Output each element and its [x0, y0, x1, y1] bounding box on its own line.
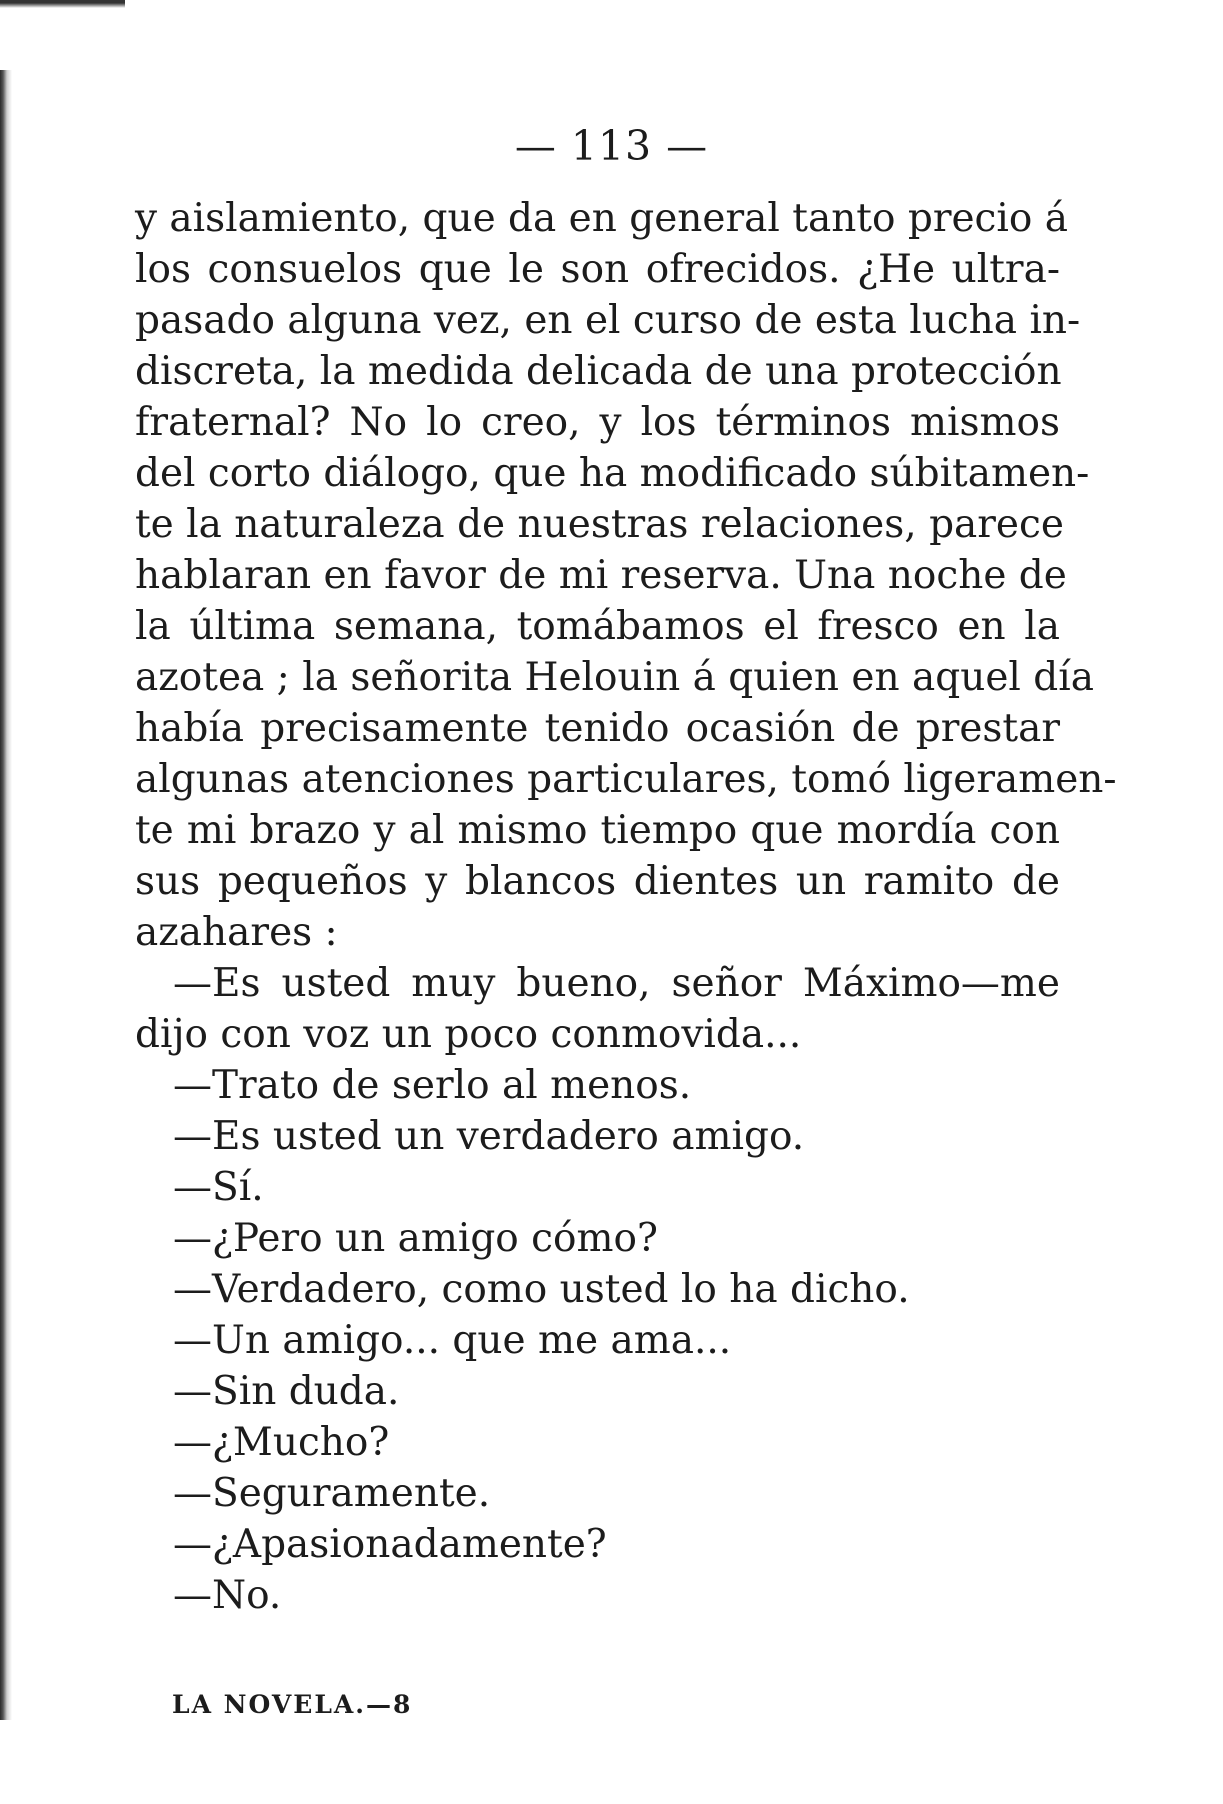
text-line: había precisamente tenido ocasión de prestar: [135, 706, 1060, 751]
page-number: — 113 —: [514, 122, 709, 170]
body-text: [135, 193, 1117, 1621]
dialogue-line: —Es usted un verdadero amigo.: [173, 1114, 805, 1159]
text-line: discreta, la medida delicada de una protección: [135, 349, 1062, 394]
dialogue-line: dijo con voz un poco conmovida...: [135, 1012, 802, 1057]
page-binding-shadow: [0, 70, 12, 1720]
dialogue-line: —No.: [173, 1573, 282, 1618]
dialogue-line: —Es usted muy bueno, señor Máximo—me: [173, 961, 1060, 1006]
text-line: te la naturaleza de nuestras relaciones, parece: [135, 502, 1064, 547]
text-line: sus pequeños y blancos dientes un ramito de: [135, 859, 1060, 904]
dialogue-line: —Trato de serlo al menos.: [173, 1063, 692, 1108]
text-line: te mi brazo y al mismo tiempo que mordía con: [135, 808, 1060, 853]
dialogue-line: —¿Mucho?: [173, 1420, 390, 1465]
text-line: azahares :: [135, 910, 338, 955]
dialogue-line: —Sin duda.: [173, 1369, 400, 1414]
signature-mark: LA NOVELA.—8: [172, 1690, 413, 1719]
text-line: los consuelos que le son ofrecidos. ¿He ultra-: [135, 247, 1060, 292]
text-line: del corto diálogo, que ha modificado súbitamen-: [135, 451, 1090, 496]
dialogue-line: —Seguramente.: [173, 1471, 491, 1516]
dialogue-line: —¿Pero un amigo cómo?: [173, 1216, 658, 1261]
text-line: y aislamiento, que da en general tanto precio á: [135, 196, 1068, 241]
text-line: la última semana, tomábamos el fresco en la: [135, 604, 1060, 649]
dialogue-line: —Verdadero, como usted lo ha dicho.: [173, 1267, 910, 1312]
scan-corner-mark: [0, 0, 125, 10]
text-line: pasado alguna vez, en el curso de esta lucha in-: [135, 298, 1081, 343]
text-line: hablaran en favor de mi reserva. Una noche de: [135, 553, 1067, 598]
dialogue-line: —¿Apasionadamente?: [173, 1522, 607, 1567]
dialogue-line: —Un amigo... que me ama...: [173, 1318, 732, 1363]
dialogue-line: —Sí.: [173, 1165, 264, 1210]
text-line: fraternal? No lo creo, y los términos mismos: [135, 400, 1060, 445]
text-line: azotea ; la señorita Helouin á quien en aquel día: [135, 655, 1094, 700]
text-line: algunas atenciones particulares, tomó ligeramen-: [135, 757, 1117, 802]
